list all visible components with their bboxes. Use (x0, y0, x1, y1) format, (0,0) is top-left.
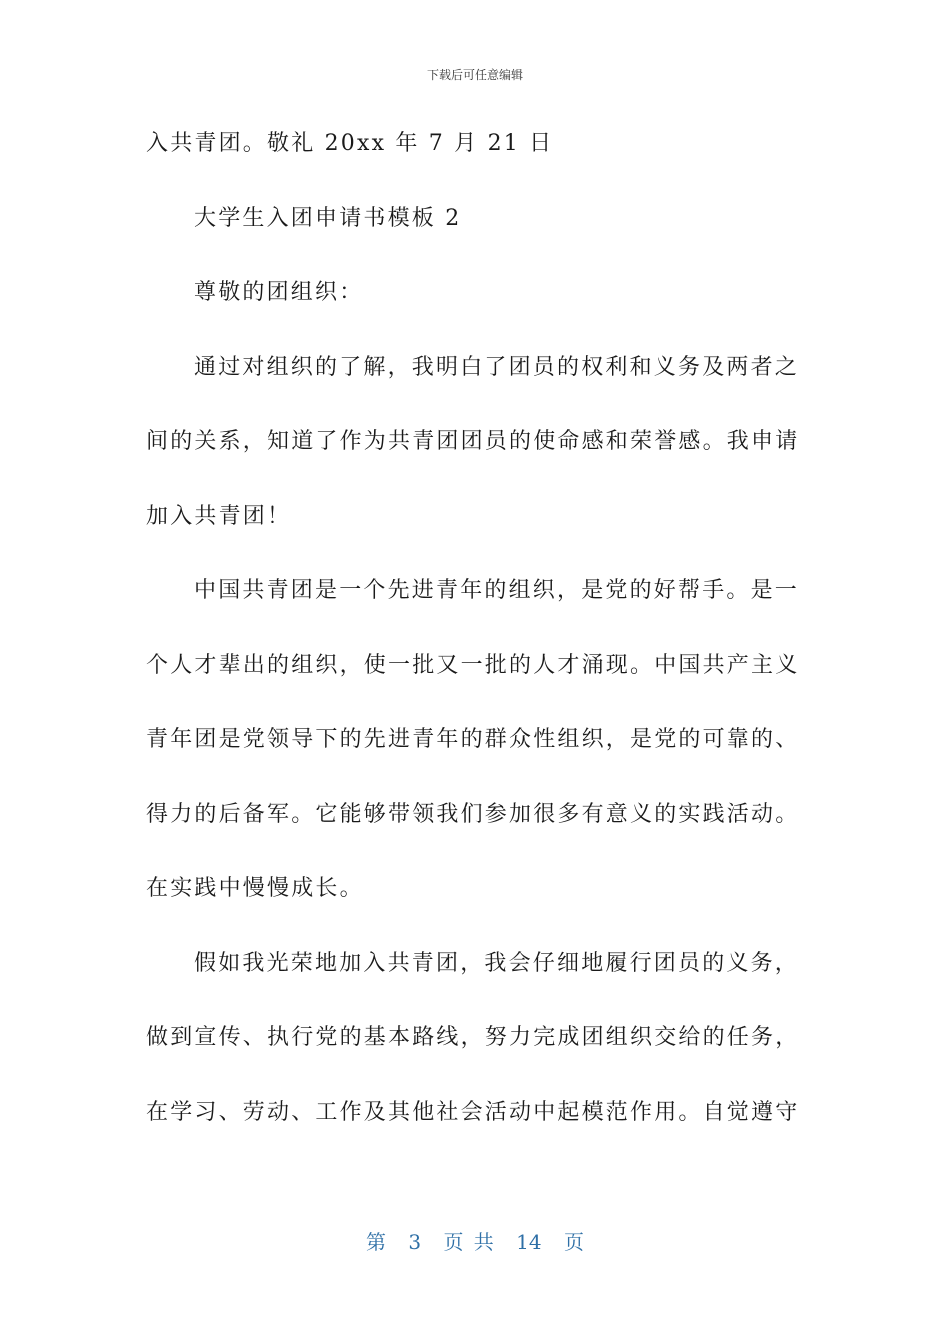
paragraph-line: 通过对组织的了解，我明白了团员的权利和义务及两者之 (194, 354, 800, 380)
page-header-note: 下载后可任意编辑 (426, 68, 523, 82)
paragraph-line: 间的关系，知道了作为共青团团员的使命感和荣誉感。我申请 (146, 429, 800, 454)
footer-middle: 页 共 (443, 1230, 494, 1254)
paragraph-line: 中国共青团是一个先进青年的组织，是党的好帮手。是一 (194, 578, 800, 603)
paragraph-line: 加入共青团！ (146, 503, 292, 529)
paragraph-line: 在学习、劳动、工作及其他社会活动中起模范作用。自觉遵守 (146, 1099, 800, 1125)
current-page-number: 3 (408, 1230, 422, 1254)
footer-suffix: 页 (563, 1230, 584, 1254)
paragraph-line: 假如我光荣地加入共青团，我会仔细地履行团员的义务， (194, 950, 800, 976)
total-page-count: 14 (516, 1230, 542, 1254)
paragraph-line: 青年团是党领导下的先进青年的群众性组织，是党的可靠的、 (146, 727, 800, 752)
paragraph-line: 个人才辈出的组织，使一批又一批的人才涌现。中国共产主义 (146, 652, 800, 678)
paragraph-line: 入共青团。敬礼 20xx 年 7 月 21 日 (146, 131, 554, 156)
paragraph-line: 做到宣传、执行党的基本路线，努力完成团组织交给的任务， (146, 1025, 800, 1050)
footer-prefix: 第 (366, 1230, 386, 1254)
document-body (146, 124, 800, 1167)
salutation: 尊敬的团组织： (194, 280, 364, 305)
paragraph-line: 得力的后备军。它能够带领我们参加很多有意义的实践活动。 (146, 801, 800, 827)
section-title: 大学生入团申请书模板 2 (194, 205, 462, 231)
page-number-footer (0, 1226, 950, 1255)
paragraph-line: 在实践中慢慢成长。 (146, 876, 364, 901)
